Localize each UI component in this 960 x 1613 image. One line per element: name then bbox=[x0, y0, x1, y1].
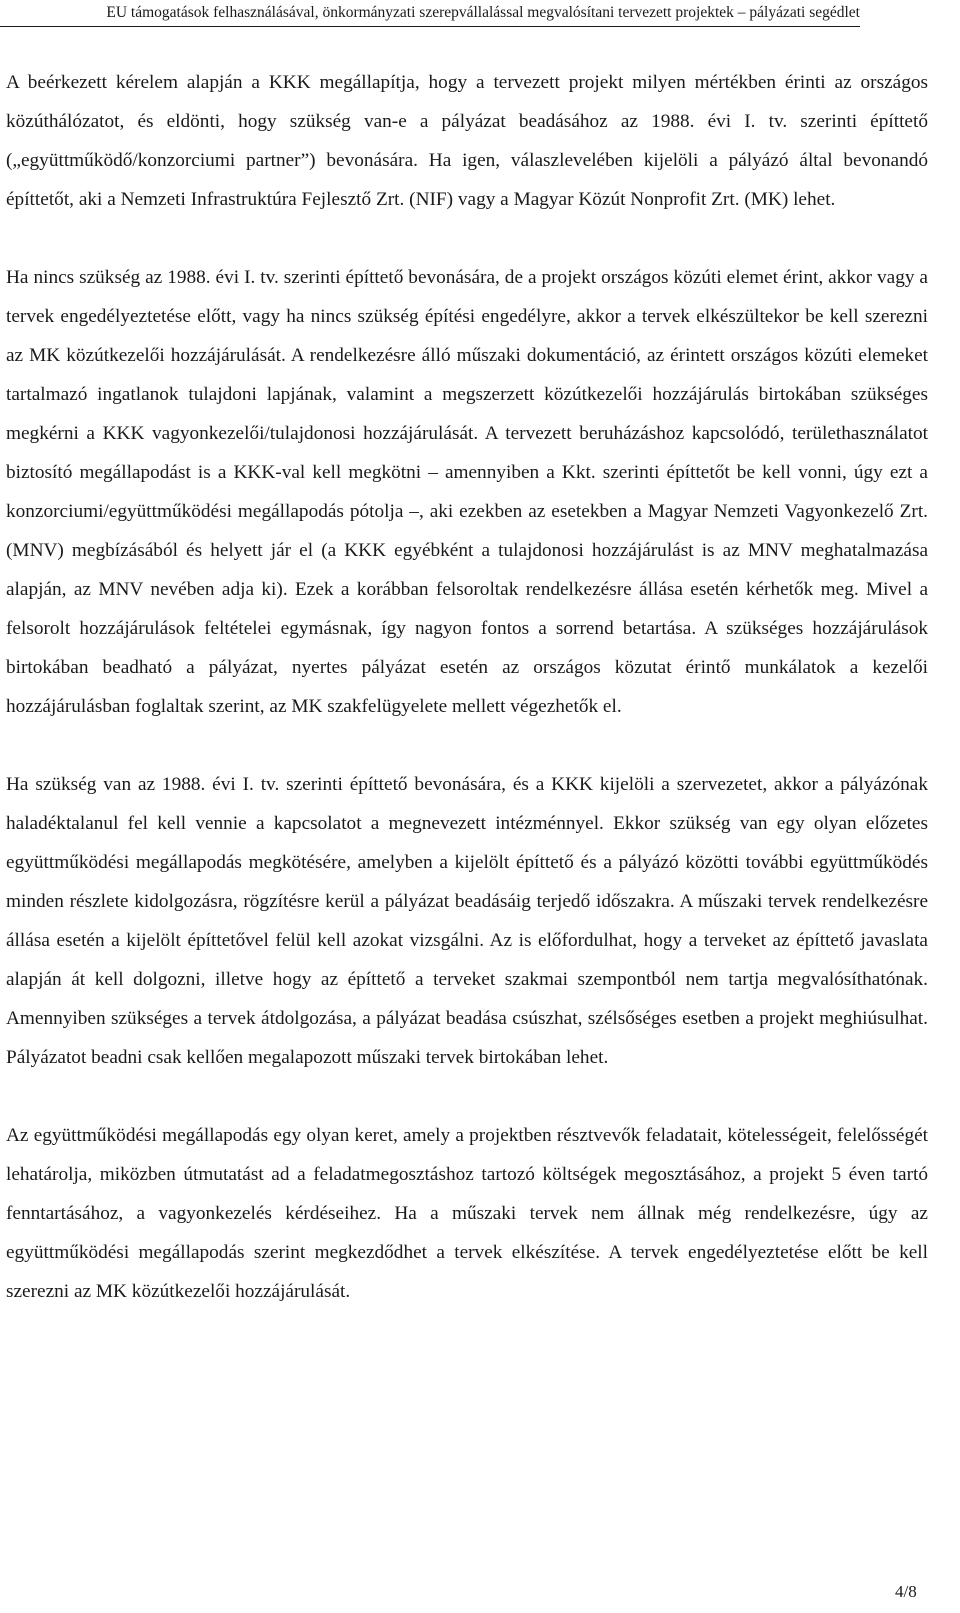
paragraph-no-builder-needed: Ha nincs szükség az 1988. évi I. tv. szerinti építtető bevonására, de a projekt országos közúti elemet érint, akkor vagy a tervek engedélyeztetése előtt, vagy ha nincs szükség építési engedélyre, akkor a tervek elkészültekor be kell szerezni az MK közútkezelői hozzájárulását. A rendelkezésre álló műszaki dokumentáció, az érintett országos közúti elemeket tartalmazó ingatlanok tulajdoni lapjának, valamint a megszerzett közútkezelői hozzájárulás birtokában szükséges megkérni a KKK vagyonkezelői/tulajdonosi hozzájárulását. A tervezett beruházáshoz kapcsolódó, területhasználatot biztosító megállapodást is a KKK-val kell megkötni – amennyiben a Kkt. szerinti építtetőt be kell vonni, úgy ezt a konzorciumi/együttműködési megállapodás pótolja –, aki ezekben az esetekben a Magyar Nemzeti Vagyonkezelő Zrt. (MNV) megbízásából és helyett jár el (a KKK egyébként a tulajdonosi hozzájárulást is az MNV meghatalmazása alapján, az MNV nevében adja ki). Ezek a korábban felsoroltak rendelkezésre állása esetén kérhetők meg. Mivel a felsorolt hozzájárulások feltételei egymásnak, így nagyon fontos a sorrend betartása. A szükséges hozzájárulások birtokában beadható a pályázat, nyertes pályázat esetén az országos közutat érintő munkálatok a kezelői hozzájárulásban foglaltak szerint, az MK szakfelügyelete mellett végezhetők el. bbox=[6, 267, 928, 717]
running-header-title: EU támogatások felhasználásával, önkormányzati szerepvállalással megvalósítani tervezett projektek – pályázati segédlet bbox=[106, 4, 860, 21]
document-body bbox=[6, 63, 928, 1311]
page-number: 4/8 bbox=[895, 1582, 917, 1601]
paragraph-cooperation-agreement: Az együttműködési megállapodás egy olyan keret, amely a projektben résztvevők feladatait, kötelességeit, felelősségét lehatárolja, miközben útmutatást ad a feladatmegosztáshoz tartozó költségek megosztásához, a projekt 5 éven tartó fenntartásához, a vagyonkezelés kérdéseihez. Ha a műszaki tervek nem állnak még rendelkezésre, úgy az együttműködési megállapodás szerint megkezdődhet a tervek elkészítése. A tervek engedélyeztetése előtt be kell szerezni az MK közútkezelői hozzájárulását. bbox=[6, 1125, 928, 1302]
header-divider bbox=[0, 26, 860, 27]
paragraph-kkk-assessment: A beérkezett kérelem alapján a KKK megállapítja, hogy a tervezett projekt milyen mértékben érinti az országos közúthálózatot, és eldönti, hogy szükség van-e a pályázat beadásához az 1988. évi I. tv. szerinti építtető („együttműködő/konzorciumi partner”) bevonására. Ha igen, válaszlevelében kijelöli a pályázó által bevonandó építtetőt, aki a Nemzeti Infrastruktúra Fejlesztő Zrt. (NIF) vagy a Magyar Közút Nonprofit Zrt. (MK) lehet. bbox=[6, 72, 928, 210]
page-header bbox=[0, 0, 960, 44]
paragraph-builder-needed: Ha szükség van az 1988. évi I. tv. szerinti építtető bevonására, és a KKK kijelöli a szervezetet, akkor a pályázónak haladéktalanul fel kell vennie a kapcsolatot a megnevezett intézménnyel. Ekkor szükség van egy olyan előzetes együttműködési megállapodás megkötésére, amelyben a kijelölt építtető és a pályázó közötti további együttműködés minden részlete kidolgozásra, rögzítésre kerül a pályázat beadásáig terjedő időszakra. A műszaki tervek rendelkezésre állása esetén a kijelölt építtetővel felül kell azokat vizsgálni. Az is előfordulhat, hogy a terveket az építtető javaslata alapján át kell dolgozni, illetve hogy az építtető a terveket szakmai szempontból nem tartja megvalósíthatónak. Amennyiben szükséges a tervek átdolgozása, a pályázat beadása csúszhat, szélsőséges esetben a projekt meghiúsulhat. Pályázatot beadni csak kellően megalapozott műszaki tervek birtokában lehet. bbox=[6, 774, 928, 1068]
